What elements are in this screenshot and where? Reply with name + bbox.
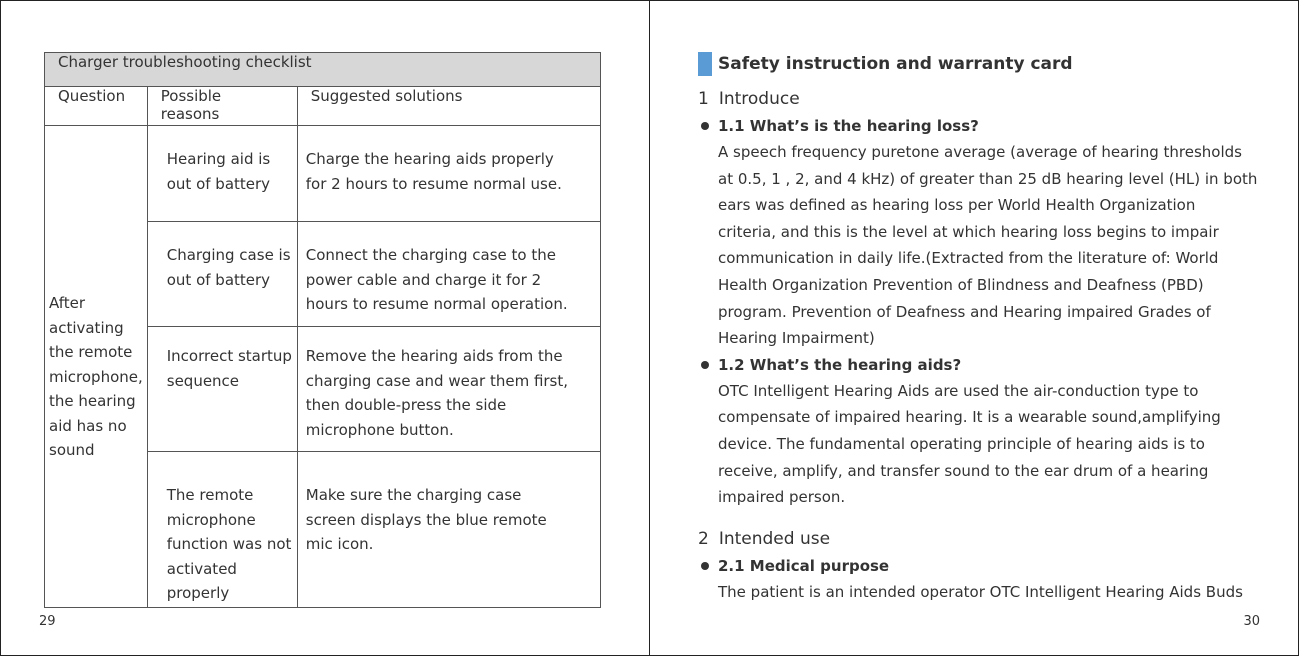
section-number: 1	[698, 89, 709, 109]
page-number: 30	[1243, 614, 1260, 629]
paragraph-line: receive, amplify, and transfer sound to the ear drum of a hearing	[718, 461, 1209, 480]
paragraph-hearing-loss	[718, 139, 1268, 352]
section-heading-intended-use	[698, 525, 1268, 553]
question-line: microphone,	[49, 367, 143, 386]
section-number: 2	[698, 528, 709, 549]
page-number: 29	[39, 614, 56, 629]
solution-cell	[297, 126, 600, 222]
question-line: activating	[49, 318, 124, 337]
paragraph-hearing-aids	[718, 378, 1268, 511]
table-row	[45, 126, 601, 222]
reason-cell	[147, 126, 297, 222]
solution-line: power cable and charge it for 2	[305, 270, 542, 289]
solution-line: hours to resume normal operation.	[305, 295, 568, 313]
paragraph-line: Health Organization Prevention of Blindness and Deafness (PBD)	[718, 275, 1204, 294]
reason-line: sequence	[166, 371, 240, 390]
reason-line: Hearing aid is	[166, 150, 271, 168]
paragraph-line: The patient is an intended operator OTC Intelligent Hearing Aids Buds	[718, 582, 1243, 601]
paragraph-line: criteria, and this is the level at which hearing loss begins to impair	[718, 222, 1219, 241]
paragraph-line: impaired person.	[718, 488, 846, 507]
reason-cell	[147, 452, 297, 608]
solution-line: microphone button.	[305, 420, 454, 439]
title-accent-bar	[698, 52, 712, 76]
question-line: aid has no	[49, 416, 127, 435]
solution-line: charging case and wear them first,	[305, 371, 569, 390]
document-title-text: Safety instruction and warranty card	[718, 54, 1073, 74]
solution-line: Make sure the charging case	[305, 486, 522, 504]
reason-line: out of battery	[166, 270, 271, 289]
solution-cell	[297, 327, 600, 452]
reason-cell	[147, 327, 297, 452]
section-title: Introduce	[718, 89, 800, 109]
question-line: the remote	[49, 343, 133, 361]
reason-line: function was not	[166, 535, 292, 553]
page-29	[1, 1, 650, 655]
document-title	[698, 51, 1268, 77]
reason-line: Charging case is	[166, 246, 291, 264]
bullet-icon	[701, 562, 709, 570]
paragraph-line: communication in daily life.(Extracted from the literature of: World	[718, 249, 1219, 268]
paragraph-line: at 0.5, 1 , 2, and 4 kHz) of greater than 25 dB hearing level (HL) in both	[718, 169, 1258, 188]
solution-line: then double-press the side	[305, 396, 507, 414]
solution-cell	[297, 452, 600, 608]
section-heading-introduce	[698, 85, 1268, 113]
reason-line: out of battery	[166, 174, 271, 193]
column-header-solutions: Suggested solutions	[297, 87, 600, 126]
table-title: Charger troubleshooting checklist	[45, 53, 601, 87]
reason-cell	[147, 222, 297, 327]
page-30	[650, 1, 1298, 655]
subsection-title: 2.1 Medical purpose	[718, 556, 890, 575]
section-title: Intended use	[718, 528, 831, 549]
subsection-heading	[698, 113, 1268, 139]
subsection-heading	[698, 352, 1268, 378]
solution-line: Charge the hearing aids properly	[305, 150, 554, 168]
subsection-title: 1.1 What’s is the hearing loss?	[718, 117, 979, 135]
paragraph-line: device. The fundamental operating principle of hearing aids is to	[718, 434, 1205, 453]
subsection-title: 1.2 What’s the hearing aids?	[718, 355, 962, 374]
paragraph-medical-purpose	[718, 579, 1268, 606]
solution-line: screen displays the blue remote	[305, 510, 547, 529]
paragraph-line: compensate of impaired hearing. It is a wearable sound,amplifying	[718, 408, 1221, 427]
safety-document	[698, 51, 1268, 605]
paragraph-line: Hearing Impairment)	[718, 329, 875, 348]
subsection-heading	[698, 553, 1268, 579]
question-line: the hearing	[49, 392, 136, 410]
solution-line: Remove the hearing aids from the	[305, 347, 563, 365]
paragraph-line: A speech frequency puretone average (average of hearing thresholds	[718, 143, 1242, 161]
paragraph-line: OTC Intelligent Hearing Aids are used the air-conduction type to	[718, 381, 1199, 400]
question-cell	[45, 126, 148, 608]
column-header-question: Question	[45, 87, 148, 126]
question-line: After	[49, 294, 86, 312]
paragraph-line: ears was defined as hearing loss per World Health Organization	[718, 196, 1196, 215]
solution-line: for 2 hours to resume normal use.	[305, 174, 562, 193]
reason-line: microphone	[166, 510, 256, 529]
bullet-icon	[701, 122, 709, 130]
reason-line: The remote	[166, 486, 254, 504]
solution-line: Connect the charging case to the	[305, 246, 556, 264]
bullet-icon	[701, 361, 709, 369]
column-header-reasons: Possible reasons	[147, 87, 297, 126]
troubleshooting-table	[44, 52, 601, 608]
solution-cell	[297, 222, 600, 327]
reason-line: activated properly	[166, 559, 237, 602]
question-line: sound	[49, 441, 95, 459]
paragraph-line: program. Prevention of Deafness and Hearing impaired Grades of	[718, 302, 1211, 321]
reason-line: Incorrect startup	[166, 347, 292, 365]
solution-line: mic icon.	[305, 535, 374, 553]
